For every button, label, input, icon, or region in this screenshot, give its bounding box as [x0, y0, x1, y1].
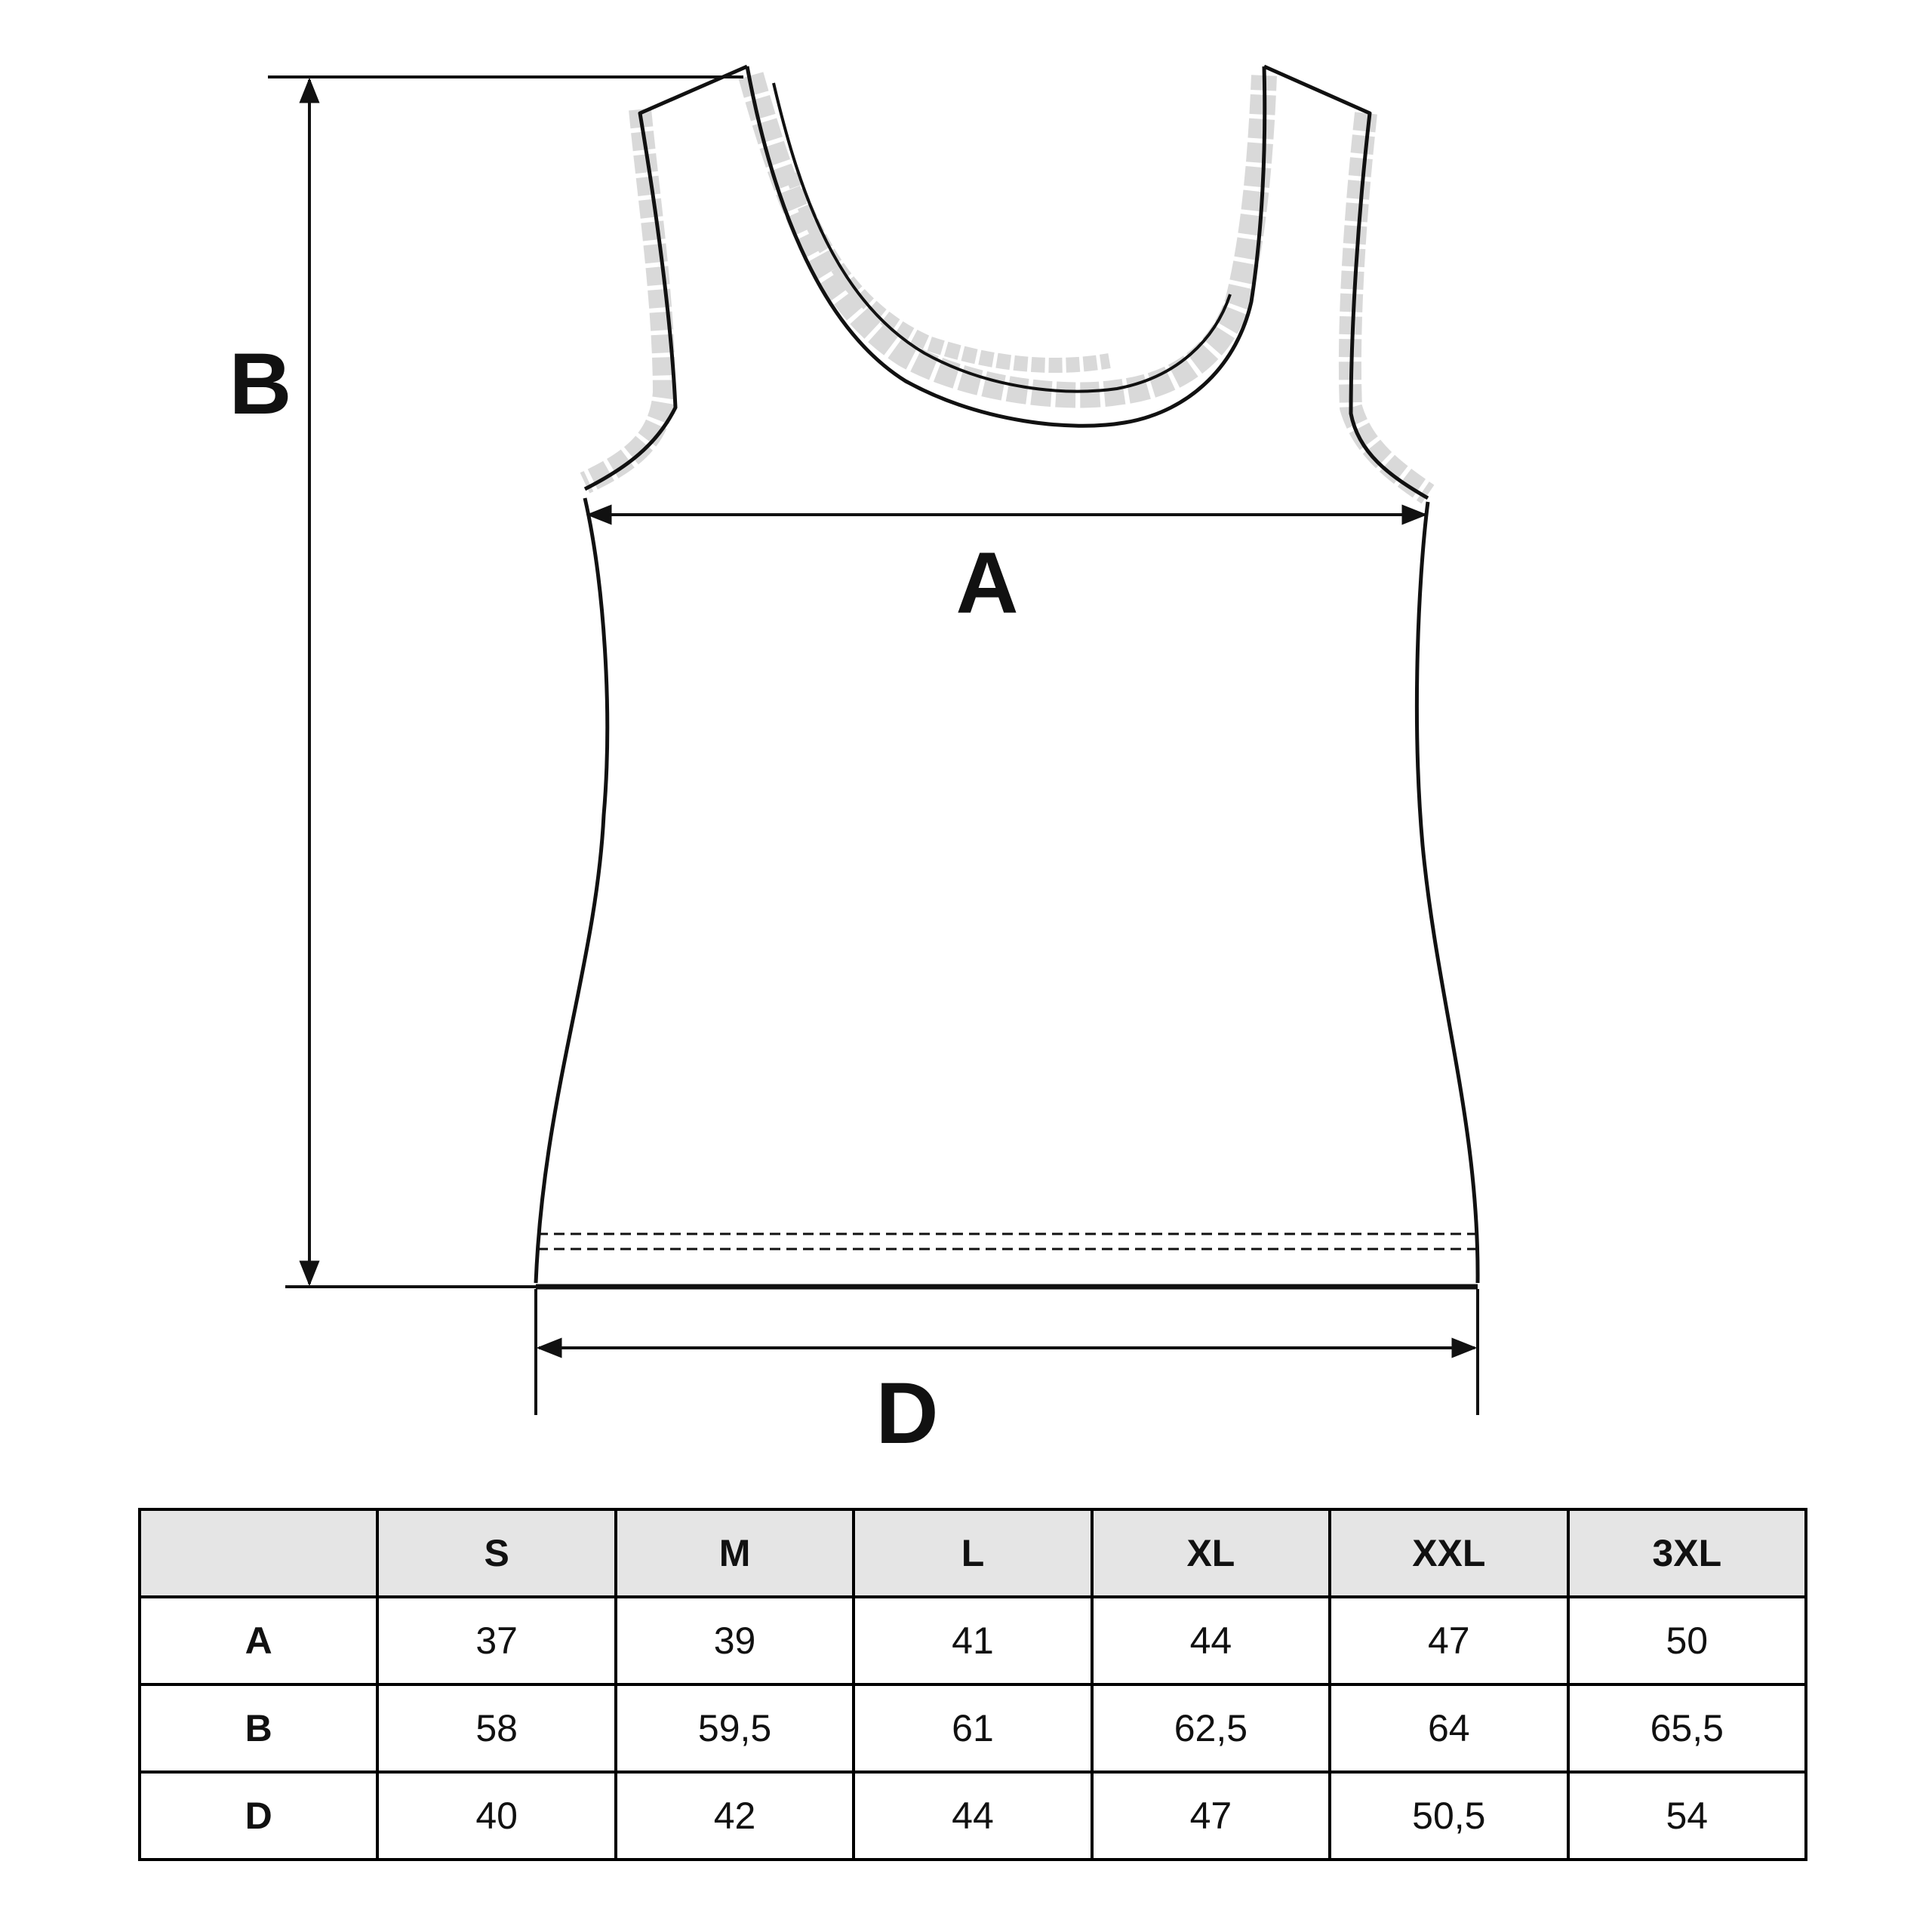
right-side-seam [1417, 502, 1478, 1283]
left-armhole-lace [585, 109, 664, 483]
size-header-cell: L [854, 1509, 1091, 1597]
measurement-cell: 40 [377, 1772, 615, 1860]
neckline-lace-inner [792, 174, 1109, 365]
label-b: B [229, 336, 292, 432]
measurement-cell: 65,5 [1568, 1684, 1806, 1772]
measurement-cell: 39 [616, 1597, 854, 1684]
measurement-cell: 61 [854, 1684, 1091, 1772]
left-side-seam [536, 498, 608, 1283]
size-header-cell: XL [1092, 1509, 1330, 1597]
table-row [140, 1772, 1806, 1860]
measurement-cell: 47 [1330, 1597, 1567, 1684]
neckline-lace-outer [751, 75, 1264, 395]
label-a: A [955, 535, 1019, 632]
row-label-cell: D [140, 1772, 377, 1860]
measurement-cell: 54 [1568, 1772, 1806, 1860]
size-header-cell: S [377, 1509, 615, 1597]
row-label-cell: B [140, 1684, 377, 1772]
size-header-cell: 3XL [1568, 1509, 1806, 1597]
table-row [140, 1597, 1806, 1684]
measurement-cell: 42 [616, 1772, 854, 1860]
neckline-inner [774, 83, 1230, 392]
measurement-cell: 50 [1568, 1597, 1806, 1684]
dimension-d [536, 1289, 1478, 1415]
size-header-cell: M [616, 1509, 854, 1597]
size-header-row [140, 1509, 1806, 1597]
header-corner-cell [140, 1509, 377, 1597]
measurement-cell: 59,5 [616, 1684, 854, 1772]
right-armhole-lace [1350, 113, 1428, 494]
measurement-cell: 47 [1092, 1772, 1330, 1860]
measurement-cell: 64 [1330, 1684, 1567, 1772]
measurement-cell: 44 [1092, 1597, 1330, 1684]
size-chart-table [138, 1508, 1807, 1861]
dimension-b [268, 77, 743, 1287]
label-d: D [875, 1365, 939, 1462]
table-row [140, 1684, 1806, 1772]
measurement-cell: 37 [377, 1597, 615, 1684]
measurement-cell: 44 [854, 1772, 1091, 1860]
measurement-cell: 62,5 [1092, 1684, 1330, 1772]
size-header-cell: XXL [1330, 1509, 1567, 1597]
measurement-cell: 41 [854, 1597, 1091, 1684]
measurement-cell: 58 [377, 1684, 615, 1772]
measurement-cell: 50,5 [1330, 1772, 1567, 1860]
row-label-cell: A [140, 1597, 377, 1684]
tank-top-outline [536, 66, 1478, 1287]
